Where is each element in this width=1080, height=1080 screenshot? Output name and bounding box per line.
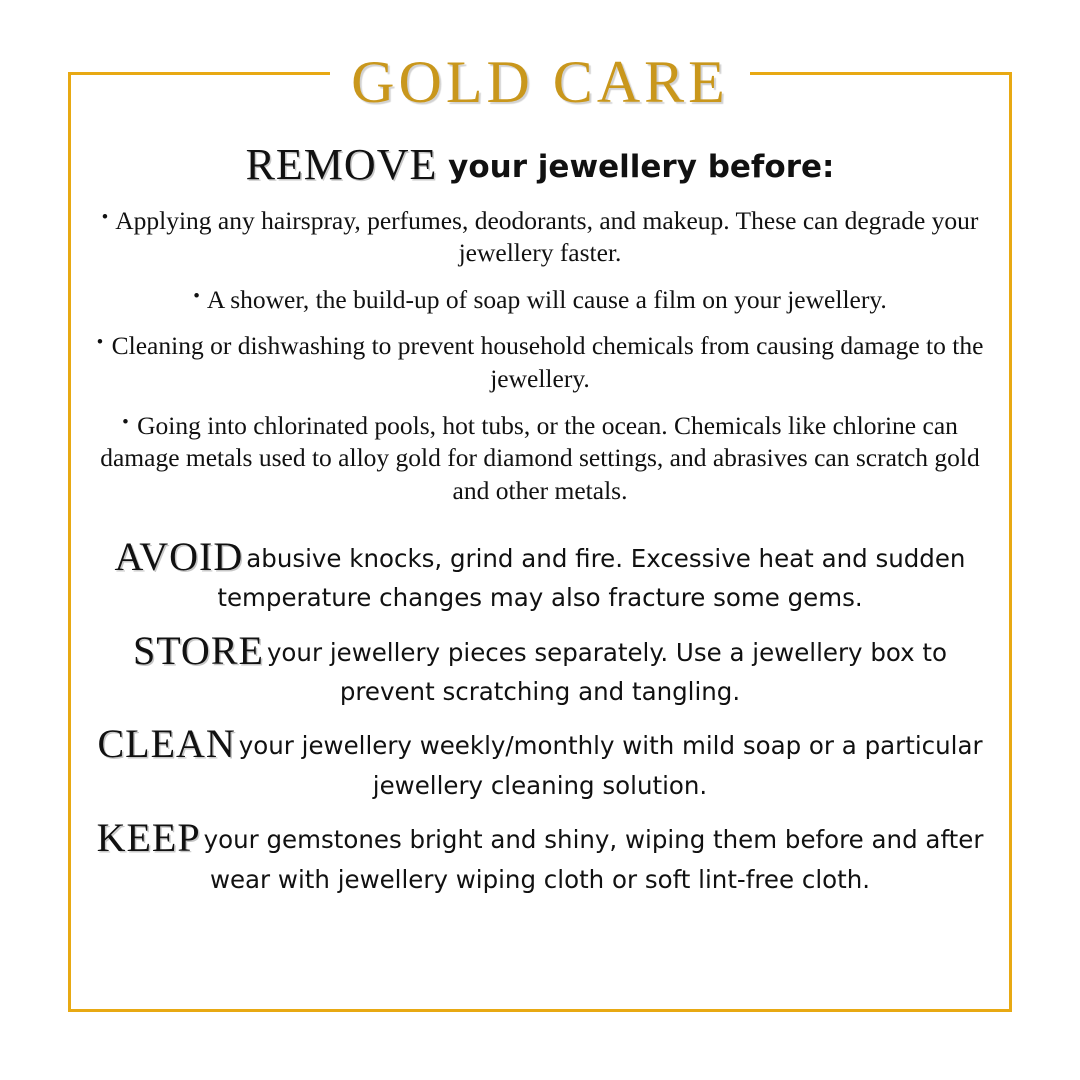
clean-keyword: CLEAN	[97, 721, 236, 767]
list-item-text: Going into chlorinated pools, hot tubs, or the ocean. Chemicals like chlorine can damage metals used to alloy gold for diamond settings, and abrasives can scratch gold and other metals.	[100, 410, 980, 505]
remove-keyword: REMOVE	[245, 140, 438, 189]
bullet-dot-icon: •	[193, 285, 200, 307]
avoid-keyword: AVOID	[114, 533, 244, 579]
remove-bullet-list	[90, 205, 990, 508]
remove-heading	[90, 140, 990, 191]
list-item-text: Applying any hairspray, perfumes, deodorants, and makeup. These can degrade your jewellery faster.	[115, 205, 979, 268]
keep-keyword: KEEP	[96, 815, 201, 861]
list-item	[90, 205, 990, 270]
clean-text: your jewellery weekly/monthly with mild soap or a particular jewellery cleaning solution.	[238, 731, 983, 801]
remove-heading-rest: your jewellery before:	[448, 149, 835, 185]
store-keyword: STORE	[132, 627, 264, 673]
clean-section	[90, 719, 990, 801]
avoid-text: abusive knocks, grind and fire. Excessive heat and sudden temperature changes may also fracture some gems.	[217, 543, 966, 613]
bullet-dot-icon: •	[96, 332, 104, 354]
list-item	[90, 284, 990, 317]
list-item-text: A shower, the build-up of soap will cause a film on your jewellery.	[206, 284, 887, 314]
list-item	[90, 410, 990, 508]
list-item	[90, 330, 990, 395]
care-instructions	[90, 140, 990, 907]
avoid-section	[90, 532, 990, 614]
list-item-text: Cleaning or dishwashing to prevent household chemicals from causing damage to the jewellery.	[111, 331, 984, 394]
bullet-dot-icon: •	[122, 411, 129, 433]
keep-text: your gemstones bright and shiny, wiping them before and after wear with jewellery wiping cloth or soft lint-free cloth.	[203, 825, 984, 895]
store-section	[90, 626, 990, 708]
keep-section	[90, 813, 990, 895]
spacer	[90, 522, 990, 532]
page-title: GOLD CARE	[351, 49, 729, 115]
store-text: your jewellery pieces separately. Use a jewellery box to prevent scratching and tangling.	[266, 637, 948, 707]
bullet-dot-icon: •	[101, 206, 109, 228]
